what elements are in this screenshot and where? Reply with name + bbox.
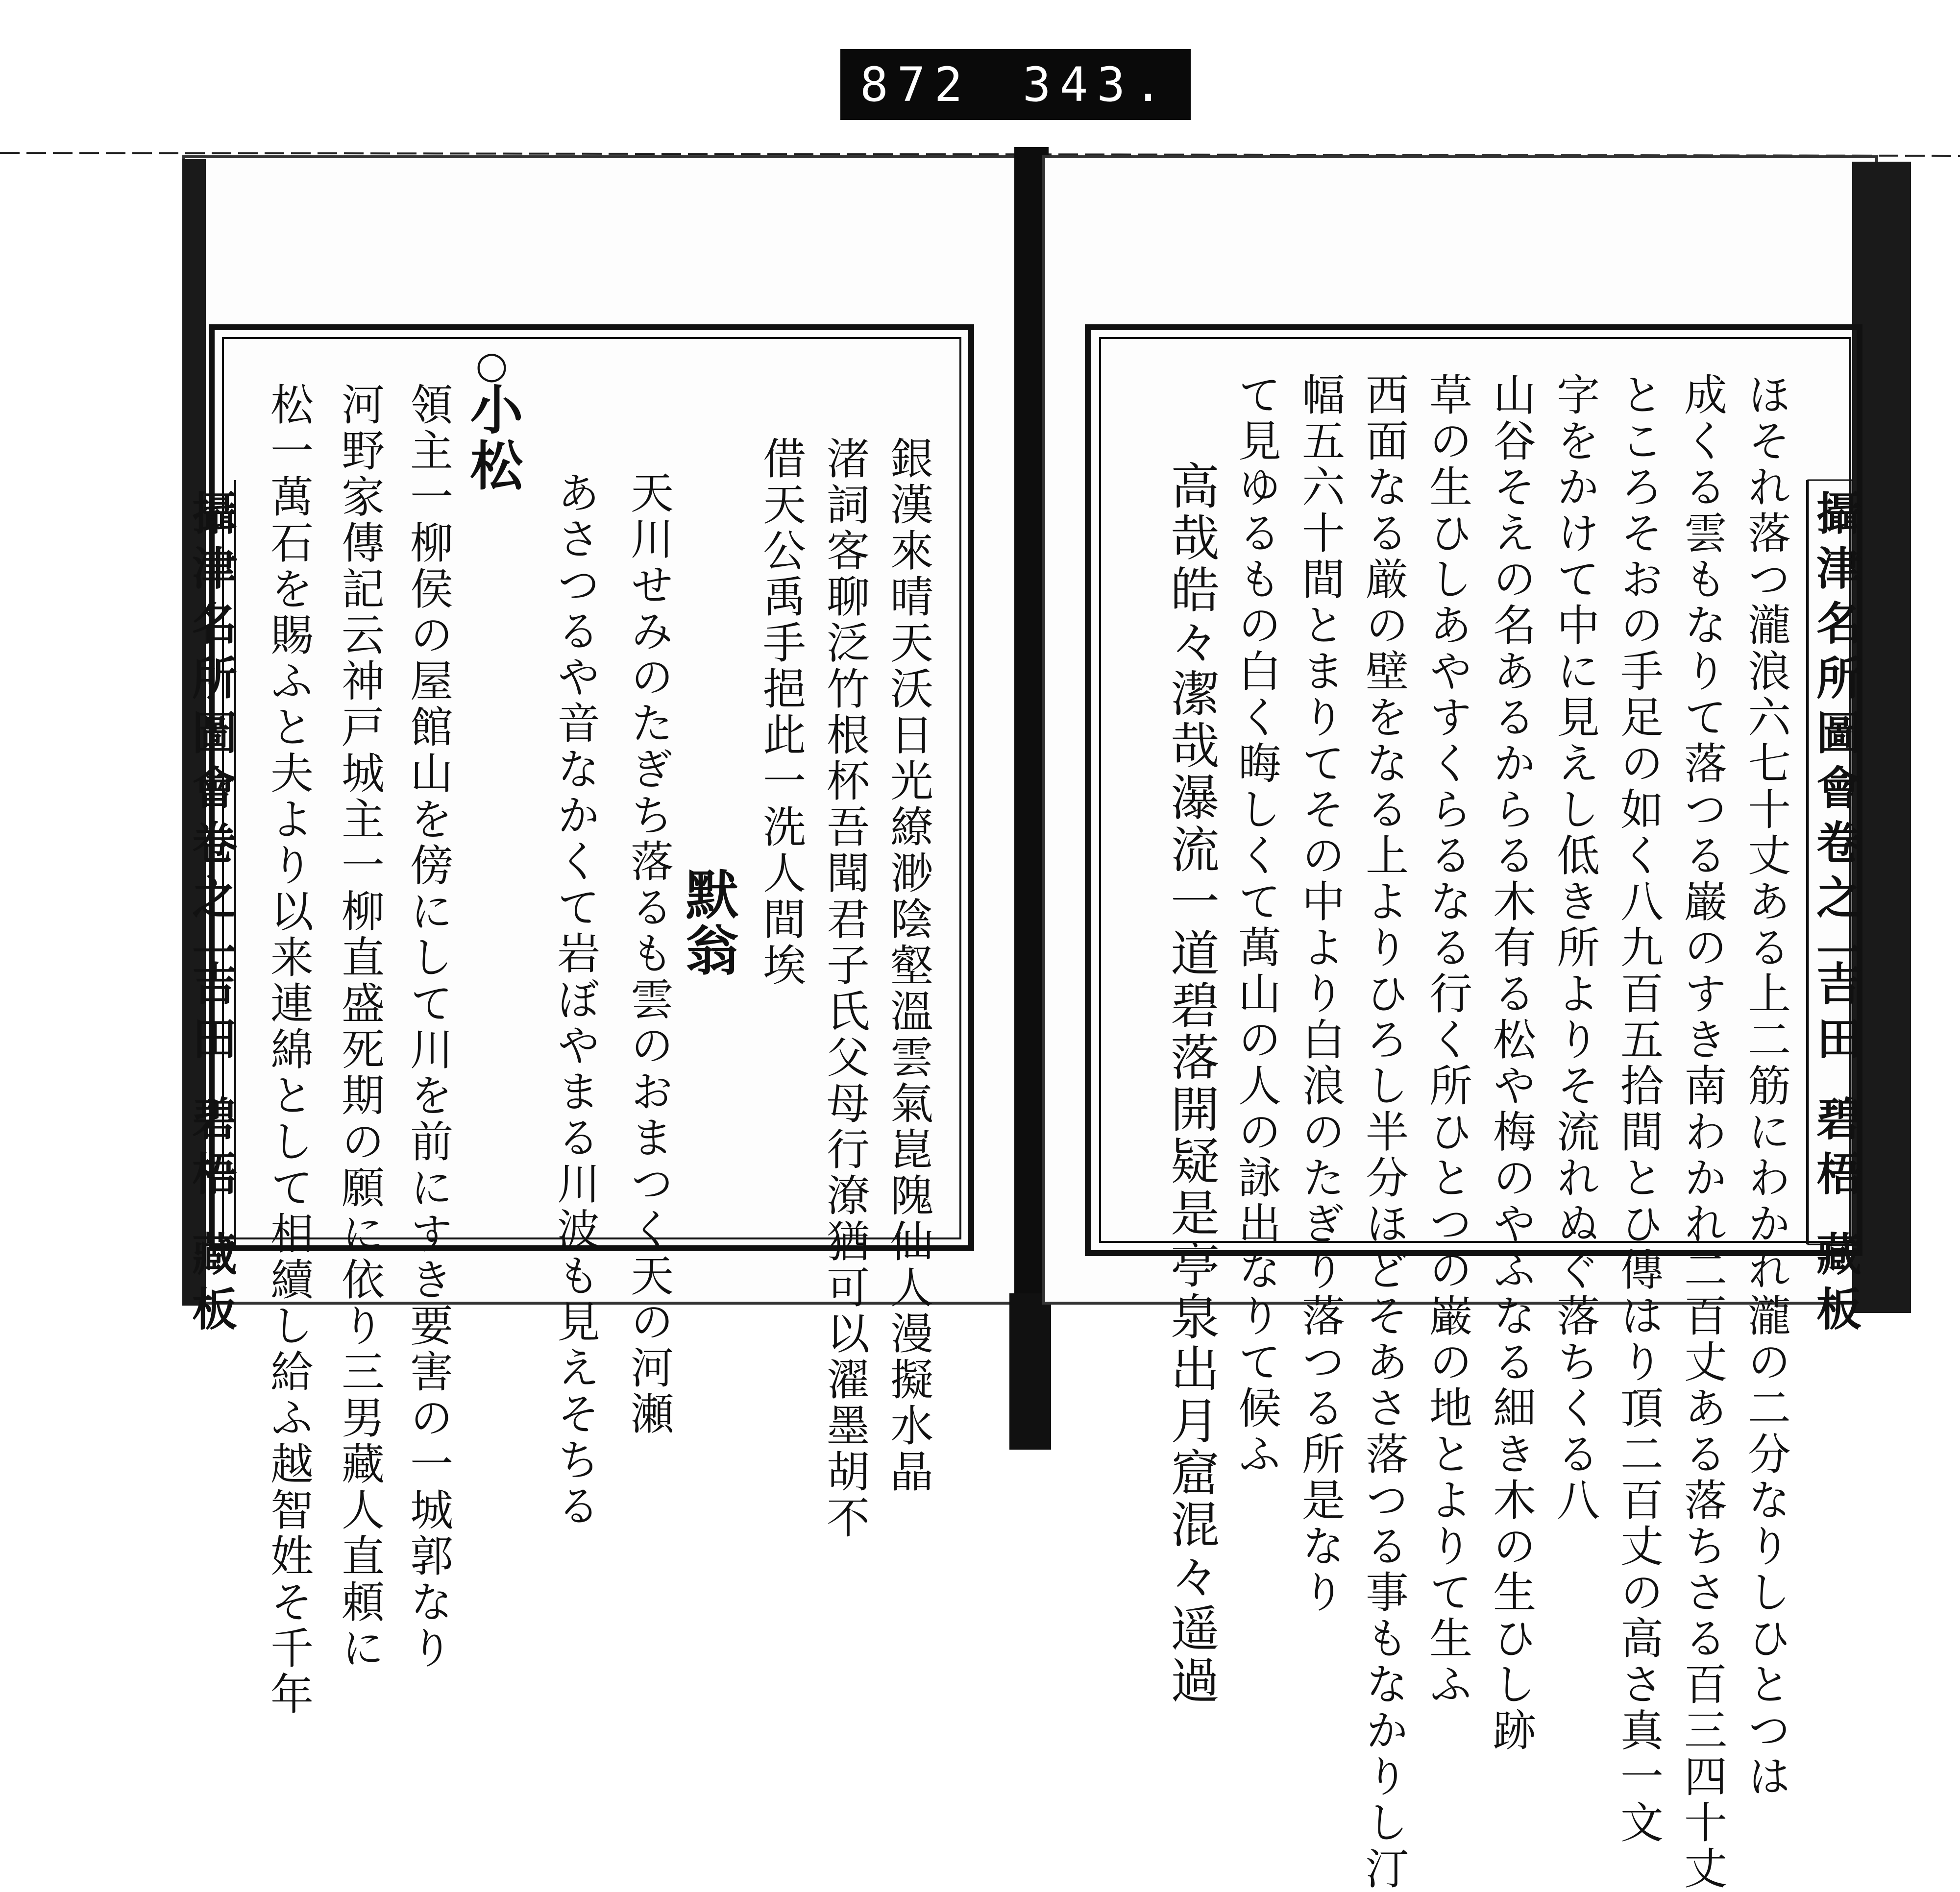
left-spine-imprint: 吉田 碧梧 藏板 bbox=[185, 960, 238, 1341]
left-col-5: あさつるや音なかくて岩ぼやまる川波も見えそちる bbox=[550, 470, 601, 1529]
right-col-10-poem: 高哉皓々潔哉瀑流一道碧落開疑是亭泉出月窟混々遥過 bbox=[1162, 461, 1220, 1707]
right-col-6: 草の生ひしあやすくらるなる行く所ひとつの巌の地とよりて生ふ bbox=[1422, 372, 1473, 1708]
right-spine-title: 攝津名所圖會卷之一 bbox=[1809, 490, 1862, 984]
section-heading: 小松 bbox=[461, 382, 523, 494]
right-col-9: て見ゆるもの白く晦しくて萬山の人の詠出なりて候ふ bbox=[1231, 372, 1282, 1478]
right-col-8: 幅五六十間とまりてその中より白浪のたぎり落つる所是なり bbox=[1295, 372, 1346, 1616]
right-col-4: 字をかけて中に見えし低き所よりそ流れぬぐ落ちくる八 bbox=[1550, 372, 1600, 1524]
left-col-8: 松一萬石を賜ふと夫より以来連綿として相續し給ふ越智姓そ千年 bbox=[264, 382, 314, 1718]
poem-author: 默翁 bbox=[677, 867, 738, 979]
right-col-1: ほそれ落つ瀧浪六七十丈ある上二筋にわかれ瀧の二分なりしひとつは bbox=[1741, 372, 1791, 1800]
archive-label-right: 343. bbox=[1022, 57, 1171, 112]
right-col-5: 山谷そえの名あるからる木有る松や梅のやふなる細き木の生ひし跡 bbox=[1486, 372, 1537, 1754]
right-col-2: 成くる雲もなりて落つる巌のすき南わかれ二百丈ある落ちさる百三四十丈 bbox=[1677, 372, 1728, 1892]
left-col-3: 借天公禹手挹此一洗人間埃 bbox=[756, 436, 807, 989]
right-spine-imprint: 吉田 碧梧 藏板 bbox=[1809, 960, 1862, 1341]
left-col-1: 銀漢來晴天沃日光繚渺陰壑溫雲氣崑隗仙人漫擬水晶 bbox=[883, 436, 934, 1495]
right-col-3: ところそおの手足の如く八九百五拾間とひ傳はり頂二百丈の高さ真一文 bbox=[1614, 372, 1664, 1846]
circle-mark: ○ bbox=[470, 343, 514, 389]
left-spine-title: 攝津名所圖會卷之一 bbox=[185, 490, 238, 984]
left-col-2: 渚詞客聊泛竹根杯吾聞君子氏父母行潦猶可以濯墨胡不 bbox=[820, 436, 870, 1541]
archive-label bbox=[840, 49, 1191, 120]
left-col-4: 天川せみのたぎち落るも雲のおまつく天の河瀬 bbox=[624, 470, 674, 1437]
left-col-6: 領主一柳侯の屋館山を傍にして川を前にすき要害の一城郭なり bbox=[403, 382, 454, 1672]
archive-label-left: 872 bbox=[860, 57, 972, 112]
right-col-7: 西面なる厳の壁をなる上よりひろし半分ほどそあさ落つる事もなかりし汀 bbox=[1359, 372, 1409, 1892]
left-col-7: 河野家傳記云神戸城主一柳直盛死期の願に依り三男藏人直頼に bbox=[335, 382, 385, 1672]
